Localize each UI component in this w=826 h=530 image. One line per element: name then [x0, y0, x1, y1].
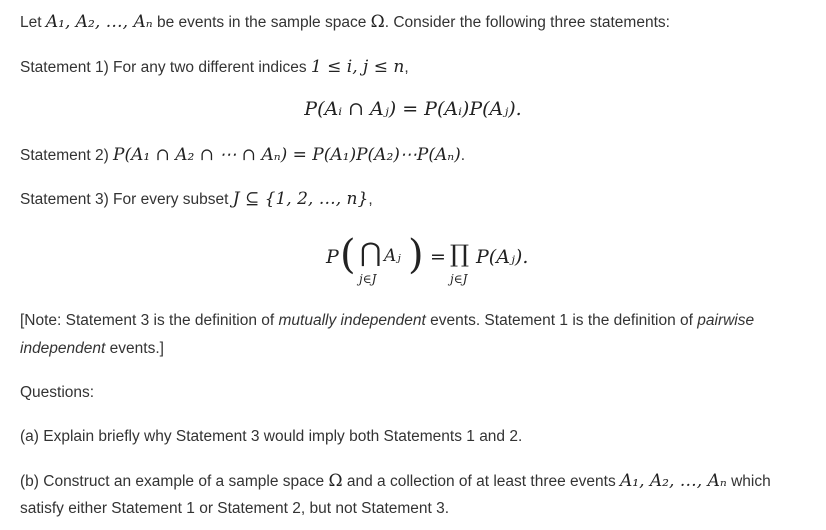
intro-line	[20, 12, 670, 32]
statement2-prefix: Statement 2)	[20, 147, 114, 164]
formula-big-cap: ⋂	[360, 238, 382, 268]
question-b-line2-text: satisfy either Statement 1 or Statement 2, but not Statement 3.	[20, 500, 450, 517]
statement2-line	[20, 145, 465, 165]
intro-suffix: . Consider the following three statements:	[384, 14, 670, 31]
statement3-math: J ⊆ {1, 2, …, n}	[232, 189, 369, 209]
note-pairwise: pairwise	[697, 312, 755, 329]
note-text-b: events. Statement 1 is the definition of	[425, 312, 698, 329]
note-independent: independent	[20, 340, 106, 357]
statement1-math: 1 ≤ i, j ≤ n	[310, 57, 405, 77]
formula-big-prod: ∏	[450, 240, 470, 268]
statement1-suffix: ,	[404, 59, 409, 76]
question-b-line-1	[20, 471, 771, 491]
note-text-a: [Note: Statement 3 is the definition of	[20, 312, 279, 329]
question-b-events: A₁, A₂, …, Aₙ	[620, 471, 727, 491]
statement3-line	[20, 189, 373, 209]
formula-sub-right: j∈J	[450, 272, 468, 286]
statement2-suffix: .	[460, 147, 466, 164]
question-b-prefix: (b) Construct an example of a sample space	[20, 473, 329, 490]
question-a	[20, 428, 522, 446]
question-b-suffix: which	[726, 473, 771, 490]
note-text-c: events.]	[105, 340, 164, 357]
omega-math: Ω	[370, 12, 385, 32]
statement3-display	[326, 232, 566, 294]
formula-aj: Aⱼ	[384, 246, 401, 266]
formula-rhs: P(Aⱼ).	[476, 246, 529, 268]
note-line-2	[20, 340, 164, 358]
formula-equals: =	[430, 246, 446, 268]
question-b-middle: and a collection of at least three events	[342, 473, 620, 490]
statement1-display	[0, 98, 826, 120]
questions-heading	[20, 384, 94, 402]
statement1-line	[20, 57, 409, 77]
formula-sub-left: j∈J	[359, 272, 377, 286]
formula-left-paren: (	[340, 232, 356, 278]
question-b-line-2	[20, 500, 449, 518]
note-line-1	[20, 312, 754, 330]
statement2-math: P(A₁ ∩ A₂ ∩ ⋯ ∩ Aₙ) = P(A₁)P(A₂)⋯P(Aₙ)	[113, 145, 461, 165]
questions-heading-text: Questions:	[20, 384, 95, 401]
question-b-omega: Ω	[328, 471, 343, 491]
statement1-formula: P(Aᵢ ∩ Aⱼ) = P(Aᵢ)P(Aⱼ).	[304, 98, 522, 120]
question-a-text: (a) Explain briefly why Statement 3 would imply both Statements 1 and 2.	[20, 428, 523, 445]
formula-p: P	[326, 246, 339, 268]
events-math: A₁, A₂, …, Aₙ	[45, 12, 153, 32]
formula-right-paren: )	[408, 232, 424, 278]
statement1-prefix: Statement 1) For any two different indices	[20, 59, 311, 76]
intro-middle: be events in the sample space	[152, 14, 371, 31]
statement3-prefix: Statement 3) For every subset	[20, 191, 233, 208]
intro-prefix: Let	[20, 14, 46, 31]
note-mutually: mutually independent	[278, 312, 426, 329]
statement3-suffix: ,	[368, 191, 373, 208]
